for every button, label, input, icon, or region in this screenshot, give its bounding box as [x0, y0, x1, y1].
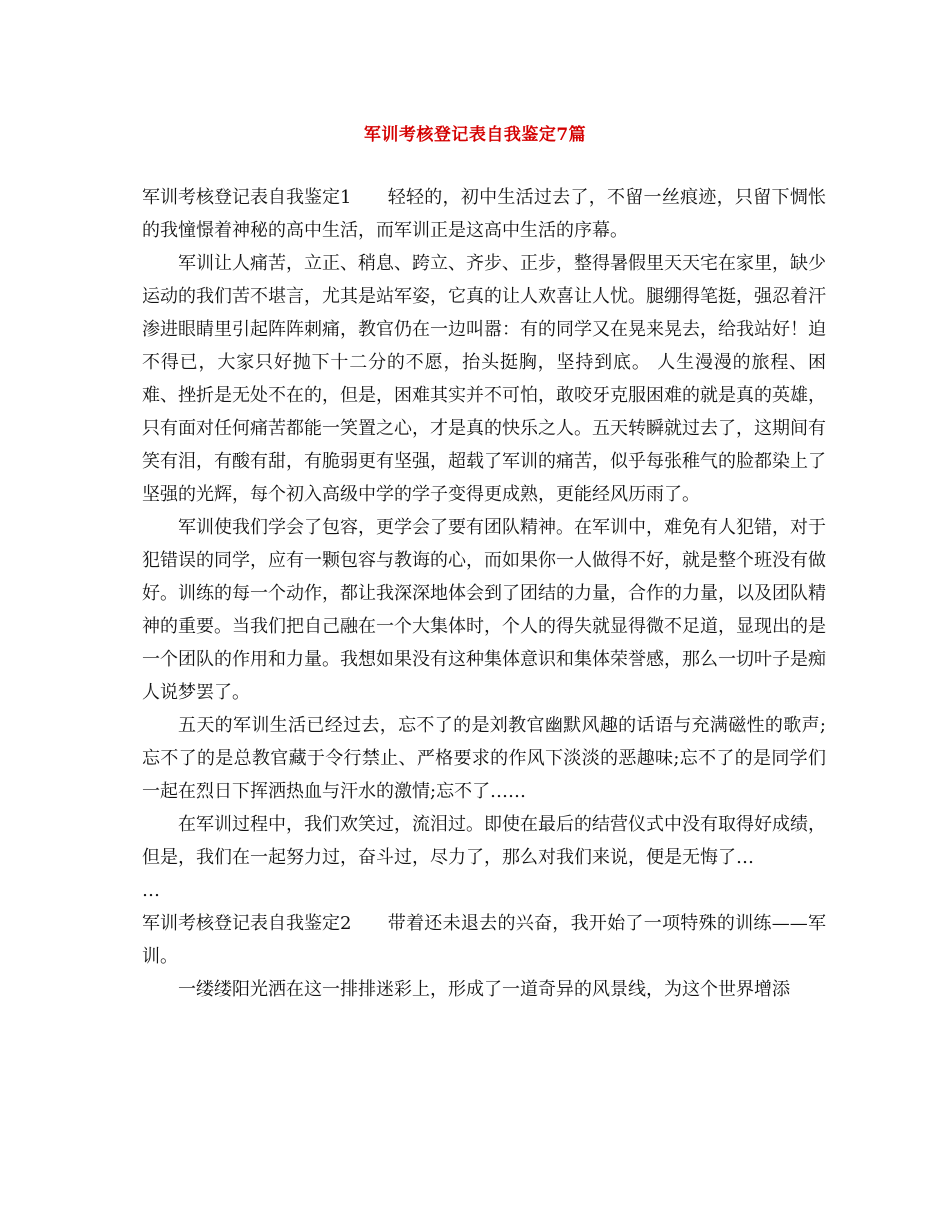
section-2-paragraph-1: 一缕缕阳光洒在这一排排迷彩上，形成了一道奇异的风景线，为这个世界增添 — [178, 979, 790, 1000]
section-2-label: 军训考核登记表自我鉴定2 — [142, 913, 352, 934]
section-1-label: 军训考核登记表自我鉴定1 — [142, 187, 352, 208]
section-1-heading-line — [142, 181, 826, 247]
document-body — [142, 181, 826, 1006]
section-1-paragraph-3: 五天的军训生活已经过去，忘不了的是刘教官幽默风趣的话语与充满磁性的歌声;忘不了的是总教官藏于令行禁止、严格要求的作风下淡淡的恶趣味;忘不了的是同学们一起在烈日下挥洒热血与汗水的激情;忘不了…… — [142, 715, 826, 802]
document-title: 军训考核登记表自我鉴定7篇 — [363, 125, 587, 145]
section-2-heading-line — [142, 907, 826, 973]
section-1-lead: 轻轻的，初中生活过去了，不留一丝痕迹，只留下惆怅的我憧憬着神秘的高中生活，而军训正是这高中生活的序幕。 — [142, 187, 826, 241]
section-1-paragraph-4: 在军训过程中，我们欢笑过，流泪过。即使在最后的结营仪式中没有取得好成绩，但是，我们在一起努力过，奋斗过，尽力了，那么对我们来说，便是无悔了… — [142, 814, 826, 868]
section-2-lead: 带着还未退去的兴奋，我开始了一项特殊的训练——军训。 — [142, 913, 826, 967]
section-1-tail: … — [142, 880, 160, 901]
section-1-paragraph-2: 军训使我们学会了包容，更学会了要有团队精神。在军训中，难免有人犯错，对于犯错误的同学，应有一颗包容与教诲的心，而如果你一人做得不好，就是整个班没有做好。训练的每一个动作，都让我深深地体会到了团结的力量，合作的力量，以及团队精神的重要。当我们把自己融在一个大集体时，个人的得失就显得微不足道，显现出的是一个团队的作用和力量。我想如果没有这种集体意识和集体荣誉感，那么一切叶子是痴人说梦罢了。 — [142, 517, 826, 703]
section-1-paragraph-1: 军训让人痛苦，立正、稍息、跨立、齐步、正步，整得暑假里天天宅在家里，缺少运动的我们苦不堪言，尤其是站军姿，它真的让人欢喜让人忧。腿绷得笔挺，强忍着汗渗进眼睛里引起阵阵刺痛，教官仍在一边叫嚣：有的同学又在晃来晃去，给我站好！迫不得已，大家只好抛下十二分的不愿，抬头挺胸，坚持到底。 人生漫漫的旅程、困难、挫折是无处不在的，但是，困难其实并不可怕，敢咬牙克服困难的就是真的英雄，只有面对任何痛苦都能一笑置之心，才是真的快乐之人。五天转瞬就过去了，这期间有笑有泪，有酸有甜，有脆弱更有坚强，超载了军训的痛苦，似乎每张稚气的脸都染上了坚强的光辉，每个初入高级中学的学子变得更成熟，更能经风历雨了。 — [142, 253, 826, 505]
